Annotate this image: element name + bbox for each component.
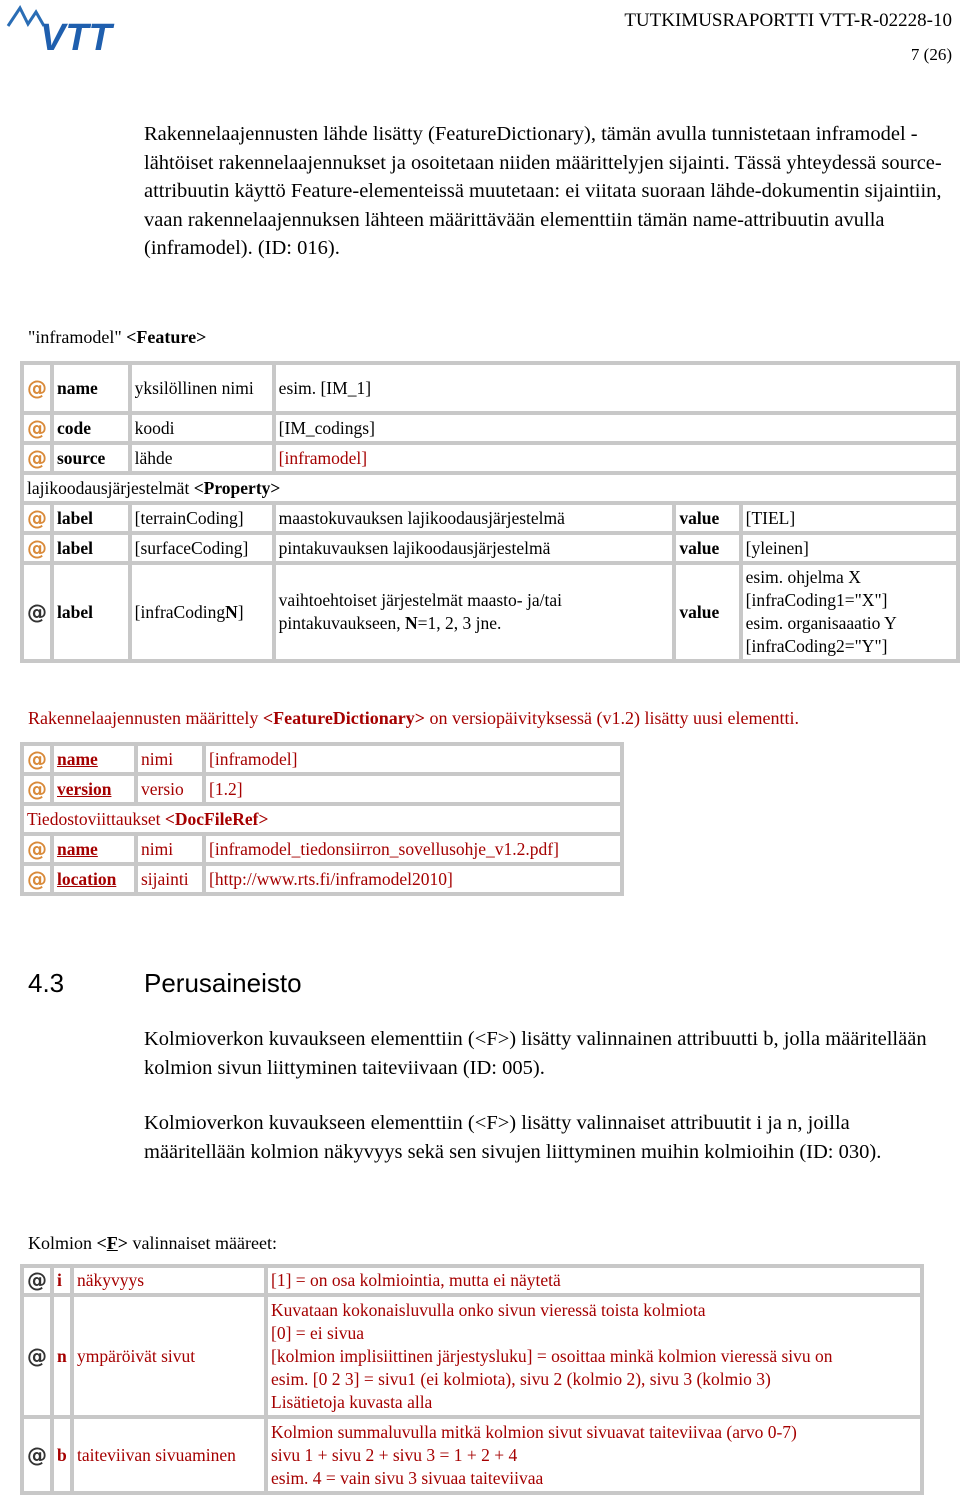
prop-desc: pintakuvauksen lajikoodausjärjestelmä — [276, 535, 673, 561]
table-row — [24, 535, 956, 561]
docref-caption: Tiedostoviittaukset <DocFileRef> — [24, 806, 620, 832]
attr-desc: lähde — [132, 445, 272, 471]
attribute-icon: @ — [24, 866, 50, 892]
attribute-icon: @ — [24, 776, 50, 802]
table-row — [24, 365, 956, 411]
attribute-icon: @ — [24, 365, 50, 411]
prop-key: [surfaceCoding] — [132, 535, 272, 561]
attr-value: [http://www.rts.fi/inframodel2010] — [206, 866, 620, 892]
table-row — [24, 1268, 920, 1293]
prop-desc: maastokuvauksen lajikoodausjärjestelmä — [276, 505, 673, 531]
property-caption-tag: <Property> — [193, 477, 281, 498]
attr-desc: ympäröivät sivut — [74, 1297, 264, 1415]
f-caption: Kolmion <F> valinnaiset määreet: — [28, 1233, 277, 1253]
section-title: Perusaineisto — [144, 968, 302, 998]
f-attributes-table — [20, 1264, 924, 1495]
attribute-icon: @ — [24, 535, 50, 561]
attr-name: n — [54, 1297, 70, 1415]
attr-value: Kolmion summaluvulla mitkä kolmion sivut sivuavat taiteviivaa (arvo 0-7) sivu 1 + sivu 2 + sivu 3 = 1 + 2 + 4 esim. 4 = vain sivu 3 sivuaa taiteviivaa — [268, 1419, 920, 1491]
section-number: 4.3 — [28, 968, 65, 998]
prop-value: esim. ohjelma X [infraCoding1="X"] esim. organisaaatio Y [infraCoding2="Y"] — [743, 565, 956, 659]
table-row — [24, 1419, 920, 1491]
attr-value: [inframodel] — [206, 746, 620, 772]
logo-text: VTT — [40, 17, 112, 54]
attribute-icon: @ — [24, 505, 50, 531]
featuredictionary-table — [20, 742, 624, 896]
table-row — [24, 475, 956, 501]
table-row — [24, 776, 620, 802]
attribute-icon: @ — [24, 836, 50, 862]
table-row — [24, 1297, 920, 1415]
attr-value: [IM_codings] — [276, 415, 956, 441]
prop-key: [infraCodingN] — [132, 565, 272, 659]
prop-name: label — [54, 565, 128, 659]
attr-value: esim. [IM_1] — [276, 365, 956, 411]
prop-value: [TIEL] — [743, 505, 956, 531]
attr-value: Kuvataan kokonaisluvulla onko sivun vieressä toista kolmiota [0] = ei sivua [kolmion implisiittinen järjestysluku] = osoittaa minkä kolmion vieressä sivu on esim. [0 2 3] = sivu1 (ei kolmiota), sivu 2 (kolmio 2), sivu 3 (kolmio 3) Lisätietoja kuvasta alla — [268, 1297, 920, 1415]
attr-name: name — [54, 746, 134, 772]
attr-desc: nimi — [138, 746, 202, 772]
prop-value-label: value — [676, 505, 738, 531]
attr-name: i — [54, 1268, 70, 1293]
attribute-icon: @ — [24, 746, 50, 772]
attribute-icon: @ — [24, 565, 50, 659]
prop-value-label: value — [676, 565, 738, 659]
table-row — [24, 806, 620, 832]
attr-value: [inframodel] — [276, 445, 956, 471]
table-row — [24, 565, 956, 659]
table-row — [24, 866, 620, 892]
paragraph-attributes-i-n: Kolmioverkon kuvaukseen elementtiin (<F>) lisätty valinnaiset attribuutit i ja n, joilla määritellään kolmion näkyvyys sekä sen sivujen liittyminen muihin kolmioihin (ID: 030). — [144, 1112, 882, 1163]
attr-name: code — [54, 415, 128, 441]
feature-caption-tag: <Feature> — [126, 327, 207, 347]
section-heading — [28, 968, 302, 999]
attr-desc: yksilöllinen nimi — [132, 365, 272, 411]
attr-desc: versio — [138, 776, 202, 802]
feature-table — [20, 361, 960, 663]
vtt-logo — [6, 2, 158, 54]
attr-name: b — [54, 1419, 70, 1491]
attr-name: name — [54, 836, 134, 862]
page-number: 7 (26) — [910, 45, 952, 64]
prop-name: label — [54, 535, 128, 561]
attr-value: [inframodel_tiedonsiirron_sovellusohje_v1.2.pdf] — [206, 836, 620, 862]
prop-value-label: value — [676, 535, 738, 561]
table-row — [24, 415, 956, 441]
attr-name: version — [54, 776, 134, 802]
attr-name: location — [54, 866, 134, 892]
attribute-icon: @ — [24, 1268, 50, 1293]
prop-key: [terrainCoding] — [132, 505, 272, 531]
prop-name: label — [54, 505, 128, 531]
paragraph-attribute-b: Kolmioverkon kuvaukseen elementtiin (<F>) lisätty valinnainen attribuutti b, jolla määritellään kolmion sivun liittyminen taiteviivaan (ID: 005). — [144, 1028, 927, 1079]
attr-desc: sijainti — [138, 866, 202, 892]
attr-name: name — [54, 365, 128, 411]
prop-value: [yleinen] — [743, 535, 956, 561]
paragraph-featuredictionary: Rakennelaajennusten lähde lisätty (FeatureDictionary), tämän avulla tunnistetaan inframodel -lähtöiset rakennelaajennukset ja osoitetaan niiden määrittelyjen sijainti. Tässä yhteydessä source-attribuutin käyttö Feature-elementeissä muutetaan: ei viitata suoraan lähde-dokumentin sijaintiin, vaan rakennelaajennuksen lähteen määrittävään elementtiin tämän name-attribuutin avulla (inframodel). (ID: 016). — [144, 123, 942, 259]
attribute-icon: @ — [24, 1297, 50, 1415]
attr-desc: nimi — [138, 836, 202, 862]
attr-desc: näkyvyys — [74, 1268, 264, 1293]
attr-value: [1] = on osa kolmiointia, mutta ei näytetä — [268, 1268, 920, 1293]
attr-desc: taiteviivan sivuaminen — [74, 1419, 264, 1491]
attribute-icon: @ — [24, 1419, 50, 1491]
attribute-icon: @ — [24, 415, 50, 441]
report-header — [624, 9, 952, 67]
table-row — [24, 505, 956, 531]
table-row — [24, 836, 620, 862]
attr-value: [1.2] — [206, 776, 620, 802]
property-caption-prefix: lajikoodausjärjestelmät — [27, 477, 194, 498]
feature-caption — [28, 327, 206, 348]
report-id: TUTKIMUSRAPORTTI VTT-R-02228-10 — [624, 10, 952, 31]
attr-desc: koodi — [132, 415, 272, 441]
property-caption — [24, 475, 956, 501]
attr-name: source — [54, 445, 128, 471]
table-row — [24, 746, 620, 772]
attribute-icon: @ — [24, 445, 50, 471]
table-row — [24, 445, 956, 471]
featuredictionary-note: Rakennelaajennusten määrittely <FeatureDictionary> on versiopäivityksessä (v1.2) lisätty uusi elementti. — [28, 708, 799, 728]
prop-desc: vaihtoehtoiset järjestelmät maasto- ja/tai pintakuvaukseen, N=1, 2, 3 jne. — [276, 565, 673, 659]
feature-caption-prefix: "inframodel" — [28, 327, 127, 347]
